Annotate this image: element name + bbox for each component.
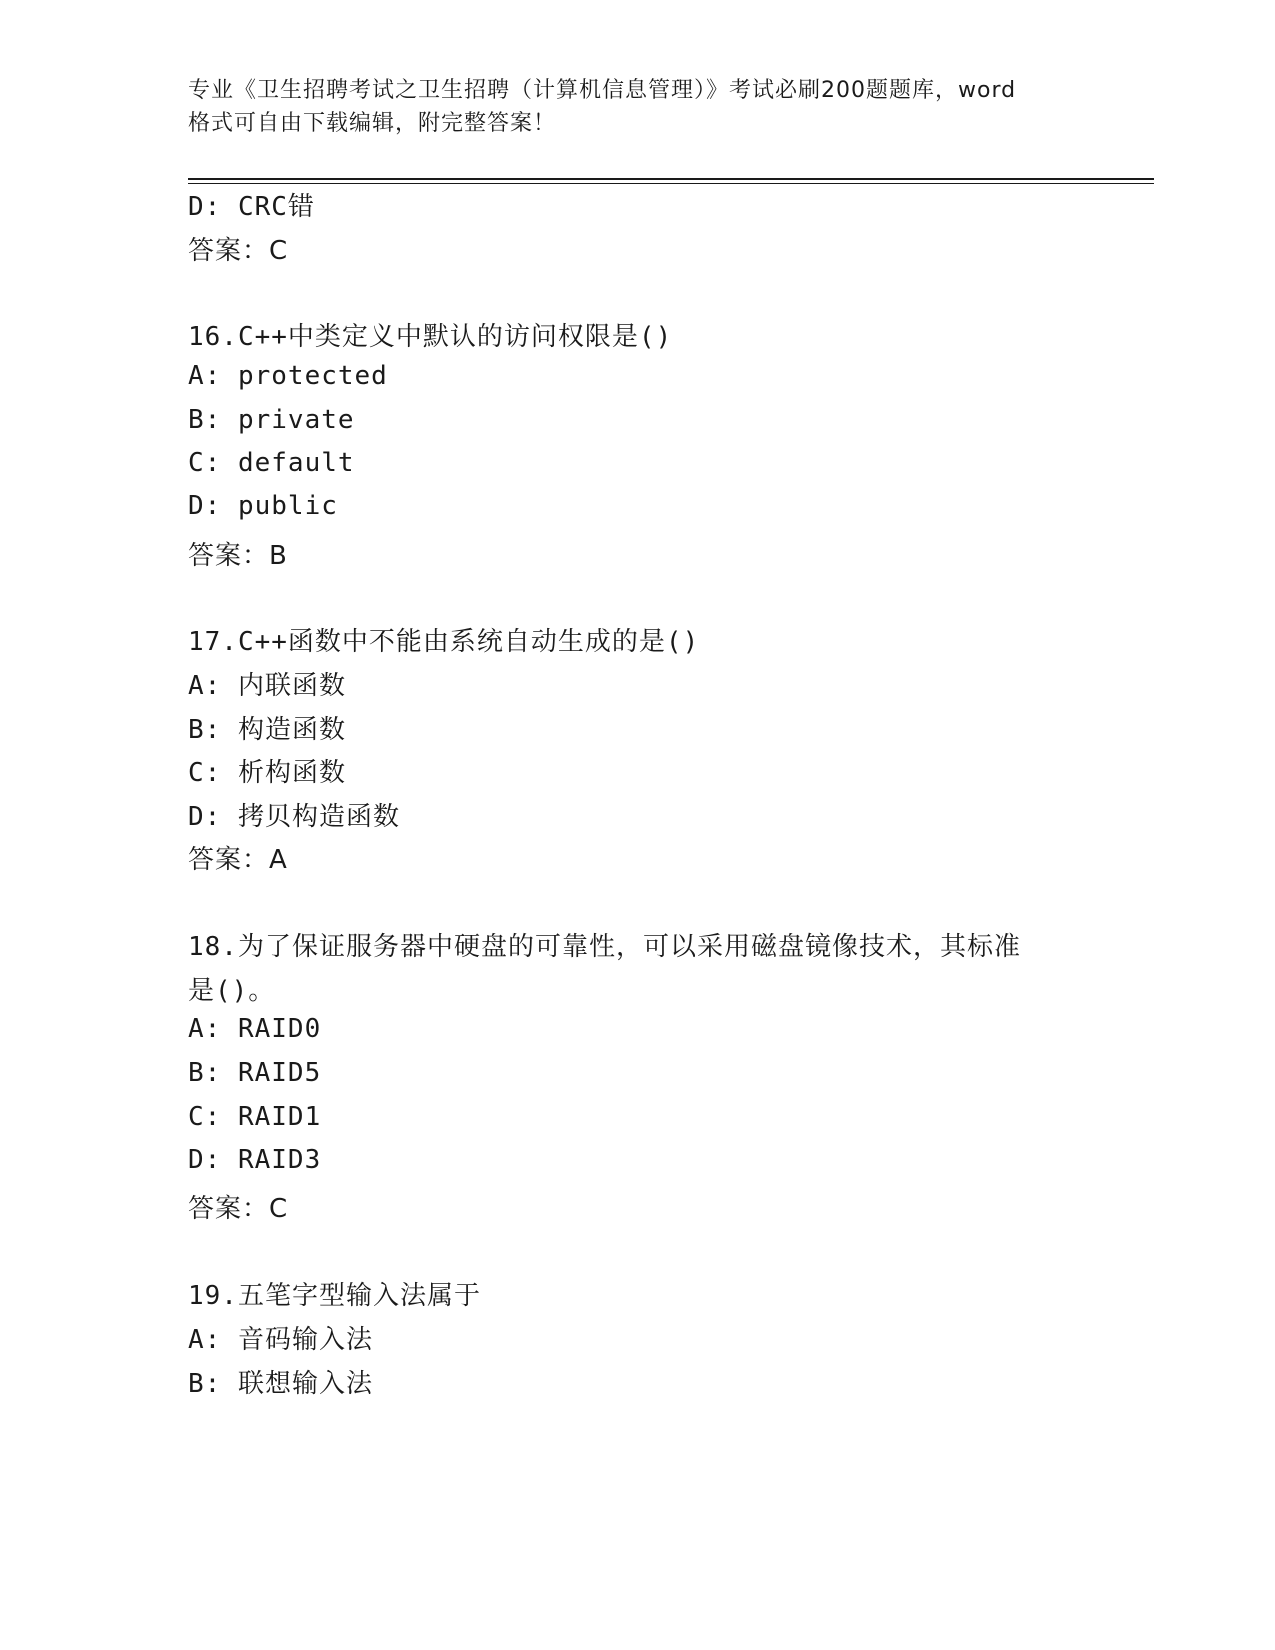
prev-question-answer: 答案：C <box>188 236 289 266</box>
question-18-stem-line-2: 是()。 <box>188 976 276 1006</box>
question-16-stem: 16.C++中类定义中默认的访问权限是() <box>188 322 673 352</box>
document-header <box>188 74 1088 140</box>
question-17-option-d: D: 拷贝构造函数 <box>188 802 400 832</box>
question-17-option-c: C: 析构函数 <box>188 758 346 788</box>
header-title-line-2: 格式可自由下载编辑，附完整答案！ <box>188 111 557 136</box>
question-19-option-b: B: 联想输入法 <box>188 1369 373 1399</box>
question-18-answer: 答案：C <box>188 1194 289 1224</box>
question-17-option-a: A: 内联函数 <box>188 671 346 701</box>
prev-question-option-d: D: CRC错 <box>188 192 315 222</box>
question-17-option-b: B: 构造函数 <box>188 715 346 745</box>
question-18-option-d: D: RAID3 <box>188 1145 322 1175</box>
question-16-option-c: C: default <box>188 448 355 478</box>
question-17-stem: 17.C++函数中不能由系统自动生成的是() <box>188 627 700 657</box>
question-16-answer: 答案：B <box>188 541 288 571</box>
question-19-stem: 19.五笔字型输入法属于 <box>188 1281 481 1311</box>
header-divider-thin <box>188 183 1154 184</box>
question-19-option-a: A: 音码输入法 <box>188 1325 373 1355</box>
question-17-answer: 答案：A <box>188 845 288 875</box>
question-16-option-a: A: protected <box>188 361 388 391</box>
question-18-option-c: C: RAID1 <box>188 1102 322 1132</box>
header-divider-thick <box>188 178 1154 180</box>
question-18-stem-line-1: 18.为了保证服务器中硬盘的可靠性，可以采用磁盘镜像技术，其标准 <box>188 932 1021 962</box>
question-18-option-b: B: RAID5 <box>188 1058 322 1088</box>
question-16-option-b: B: private <box>188 405 355 435</box>
header-title-line-1: 专业《卫生招聘考试之卫生招聘（计算机信息管理）》考试必刷200题题库，word <box>188 78 1017 103</box>
question-16-option-d: D: public <box>188 491 338 521</box>
question-18-option-a: A: RAID0 <box>188 1014 322 1044</box>
